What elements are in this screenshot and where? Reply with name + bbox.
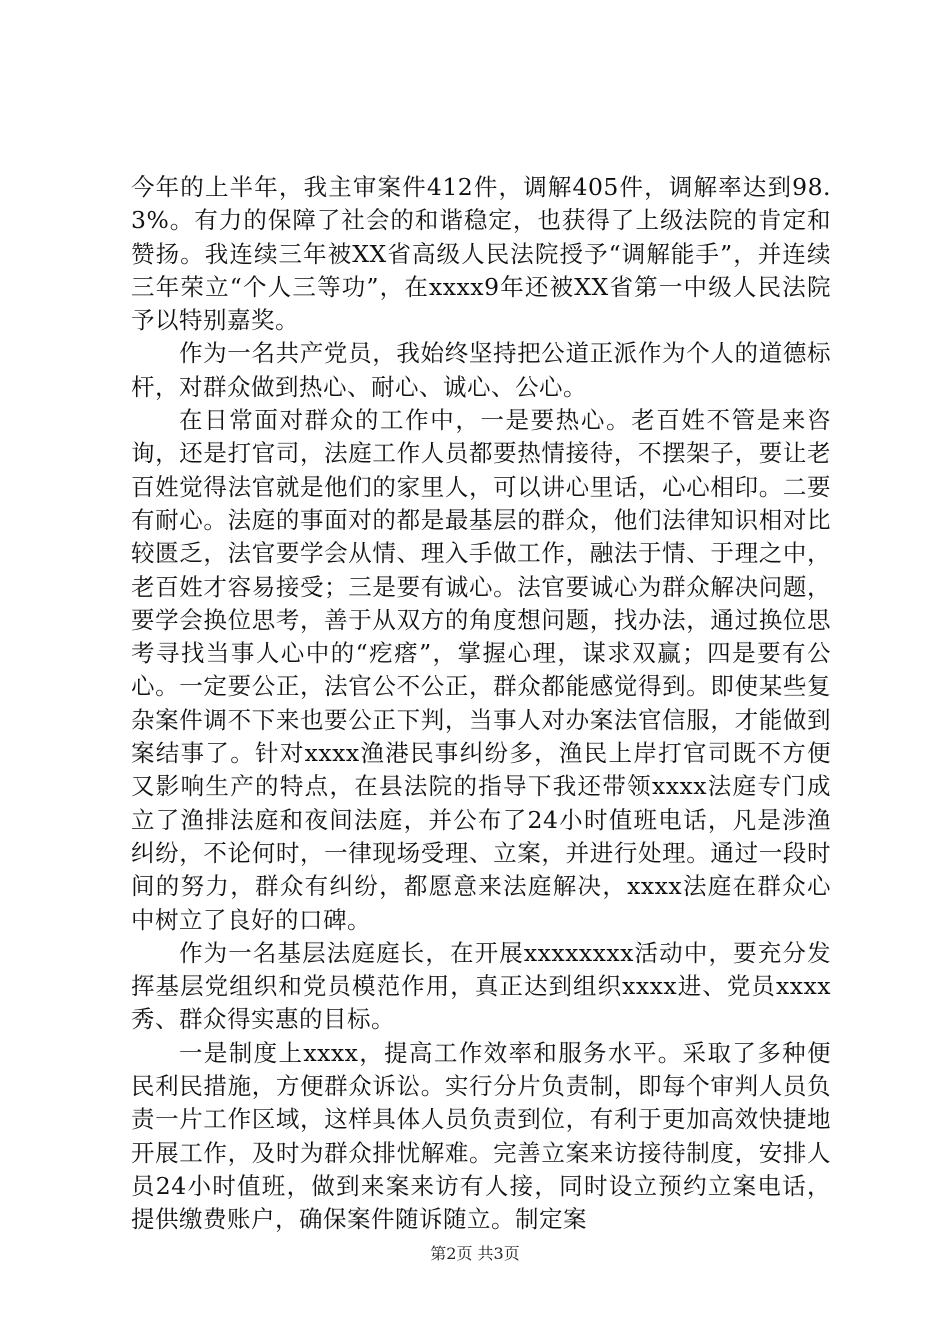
paragraph-party-member: 作为一名共产党员，我始终坚持把公道正派作为个人的道德标杆，对群众做到热心、耐心、诚心、公心。 xyxy=(131,339,831,401)
paragraph-court-president: 作为一名基层法庭庭长，在开展xxxxxxxx活动中，要充分发挥基层党组织和党员模范作用，真正达到组织xxxx进、党员xxxx秀、群众得实惠的目标。 xyxy=(131,938,831,1034)
paragraph-case-statistics: 今年的上半年，我主审案件412件，调解405件，调解率达到98.3%。有力的保障了社会的和谐稳定，也获得了上级法院的肯定和赞扬。我连续三年被XX省高级人民法院授予“调解能手”，并连续三年荣立“个人三等功”，在xxxx9年还被XX省第一中级人民法院予以特别嘉奖。 xyxy=(131,173,831,335)
paragraph-system-improvement: 一是制度上xxxx，提高工作效率和服务水平。采取了多种便民利民措施，方便群众诉讼。实行分片负责制，即每个审判人员负责一片工作区域，这样具体人员负责到位，有利于更加高效快捷地开展工作，及时为群众排忧解难。完善立案来访接待制度，安排人员24小时值班，做到来案来访有人接，同时设立预约立案电话，提供缴费账户，确保案件随诉随立。制定案 xyxy=(131,1038,831,1234)
paragraph-daily-work: 在日常面对群众的工作中，一是要热心。老百姓不管是来咨询，还是打官司，法庭工作人员都要热情接待，不摆架子，要让老百姓觉得法官就是他们的家里人，可以讲心里话，心心相印。二要有耐心。法庭的事面对的都是最基层的群众，他们法律知识相对比较匮乏，法官要学会从情、理入手做工作，融法于情、于理之中，老百姓才容易接受；三是要有诚心。法官要诚心为群众解决问题，要学会换位思考，善于从双方的角度想问题，找办法，通过换位思考寻找当事人心中的“疙瘩”，掌握心理，谋求双赢；四是要有公心。一定要公正，法官公不公正，群众都能感觉得到。即使某些复杂案件调不下来也要公正下判，当事人对办案法官信服，才能做到案结事了。针对xxxx渔港民事纠纷多，渔民上岸打官司既不方便又影响生产的特点，在县法院的指导下我还带领xxxx法庭专门成立了渔排法庭和夜间法庭，并公布了24小时值班电话，凡是涉渔纠纷，不论何时，一律现场受理、立案，并进行处理。通过一段时间的努力，群众有纠纷，都愿意来法庭解决，xxxx法庭在群众心中树立了良好的口碑。 xyxy=(131,406,831,934)
page-footer: 第2页 共3页 xyxy=(430,1244,520,1263)
document-body xyxy=(131,171,831,1237)
